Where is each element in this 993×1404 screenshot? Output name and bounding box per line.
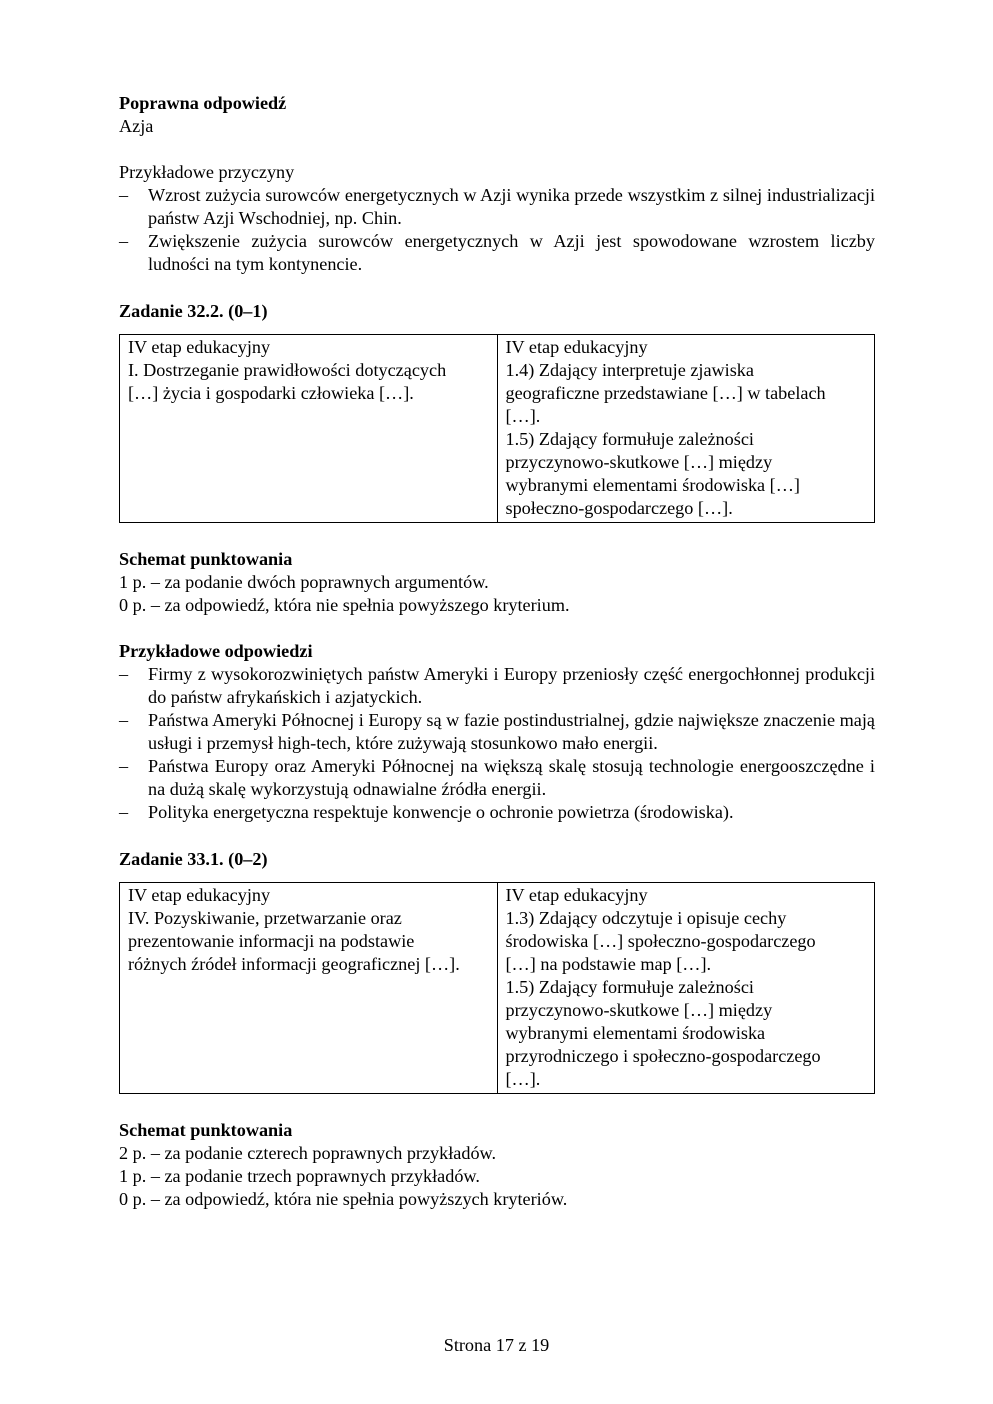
scoring-line: 0 p. – za odpowiedź, która nie spełnia powyższego kryterium. (119, 595, 570, 615)
list-item: – Zwiększenie zużycia surowców energetycznych w Azji jest spowodowane wzrostem liczby ludności na tym kontynencie. (119, 230, 875, 276)
cell-line: wybranymi elementami środowiska […] (505, 475, 800, 495)
task-32-2-title: Zadanie 32.2. (0–1) (119, 301, 268, 321)
task-33-1-requirements-table (119, 882, 875, 1094)
scoring-heading: Schemat punktowania (119, 549, 293, 569)
examples-heading: Przykładowe odpowiedzi (119, 641, 313, 661)
task-32-2-requirements-table (119, 334, 875, 523)
cell-line: IV etap edukacyjny (128, 337, 271, 357)
detailed-requirements-cell (497, 335, 875, 523)
cell-line: […] na podstawie map […]. (505, 954, 712, 974)
detailed-requirements-cell (497, 883, 875, 1094)
cell-line: środowiska […] społeczno-gospodarczego (505, 931, 816, 951)
cell-line: przyczynowo-skutkowe […] między (505, 1000, 773, 1020)
cell-line: […]. (505, 406, 541, 426)
cell-line: I. Dostrzeganie prawidłowości dotyczących (128, 360, 447, 380)
cell-line: 1.3) Zdający odczytuje i opisuje cechy (505, 908, 787, 928)
cell-line: IV etap edukacyjny (505, 885, 648, 905)
scoring-line: 0 p. – za odpowiedź, która nie spełnia powyższych kryteriów. (119, 1189, 568, 1209)
cell-line: […] życia i gospodarki człowieka […]. (128, 383, 414, 403)
document-page (119, 92, 875, 1211)
list-item: – Wzrost zużycia surowców energetycznych w Azji wynika przede wszystkim z silnej industrializacji państw Azji Wschodniej, np. Chin. (119, 184, 875, 230)
cell-line: przyrodniczego i społeczno-gospodarczego (505, 1046, 821, 1066)
answer-heading: Poprawna odpowiedź (119, 93, 287, 113)
cell-line: IV etap edukacyjny (505, 337, 648, 357)
cell-line: prezentowanie informacji na podstawie (128, 931, 415, 951)
list-item: – Firmy z wysokorozwiniętych państw Ameryki i Europy przeniosły część energochłonnej produkcji do państw afrykańskich i azjatyckich. (119, 663, 875, 709)
reasons-heading: Przykładowe przyczyny (119, 162, 295, 182)
scoring-line: 1 p. – za podanie trzech poprawnych przykładów. (119, 1166, 480, 1186)
cell-line: przyczynowo-skutkowe […] między (505, 452, 773, 472)
general-requirements-cell (120, 883, 498, 1094)
cell-line: geograficzne przedstawiane […] w tabelach (505, 383, 826, 403)
cell-line: 1.5) Zdający formułuje zależności (505, 429, 754, 449)
answer-value: Azja (119, 116, 154, 136)
cell-line: […]. (505, 1069, 541, 1089)
scoring-line: 1 p. – za podanie dwóch poprawnych argumentów. (119, 572, 489, 592)
cell-line: IV. Pozyskiwanie, przetwarzanie oraz (128, 908, 402, 928)
cell-line: wybranymi elementami środowiska (505, 1023, 766, 1043)
list-item: – Państwa Ameryki Północnej i Europy są w fazie postindustrialnej, gdzie największe znaczenie mają usługi i przemysł high-tech, które zużywają stosunkowo mało energii. (119, 709, 875, 755)
scoring-heading: Schemat punktowania (119, 1120, 293, 1140)
cell-line: różnych źródeł informacji geograficznej […]. (128, 954, 460, 974)
scoring-line: 2 p. – za podanie czterech poprawnych przykładów. (119, 1143, 497, 1163)
task-33-1-title: Zadanie 33.1. (0–2) (119, 849, 268, 869)
list-item: – Państwa Europy oraz Ameryki Północnej na większą skalę stosują technologie energooszczędne i na dużą skalę wykorzystują odnawialne źródła energii. (119, 755, 875, 801)
list-item: – Polityka energetyczna respektuje konwencje o ochronie powietrza (środowiska). (119, 801, 875, 824)
cell-line: 1.5) Zdający formułuje zależności (505, 977, 754, 997)
cell-line: społeczno-gospodarczego […]. (505, 498, 733, 518)
examples-list (119, 663, 875, 824)
reasons-list (119, 184, 875, 276)
page-number: Strona 17 z 19 (443, 1335, 550, 1355)
cell-line: 1.4) Zdający interpretuje zjawiska (505, 360, 754, 380)
cell-line: IV etap edukacyjny (128, 885, 271, 905)
general-requirements-cell (120, 335, 498, 523)
